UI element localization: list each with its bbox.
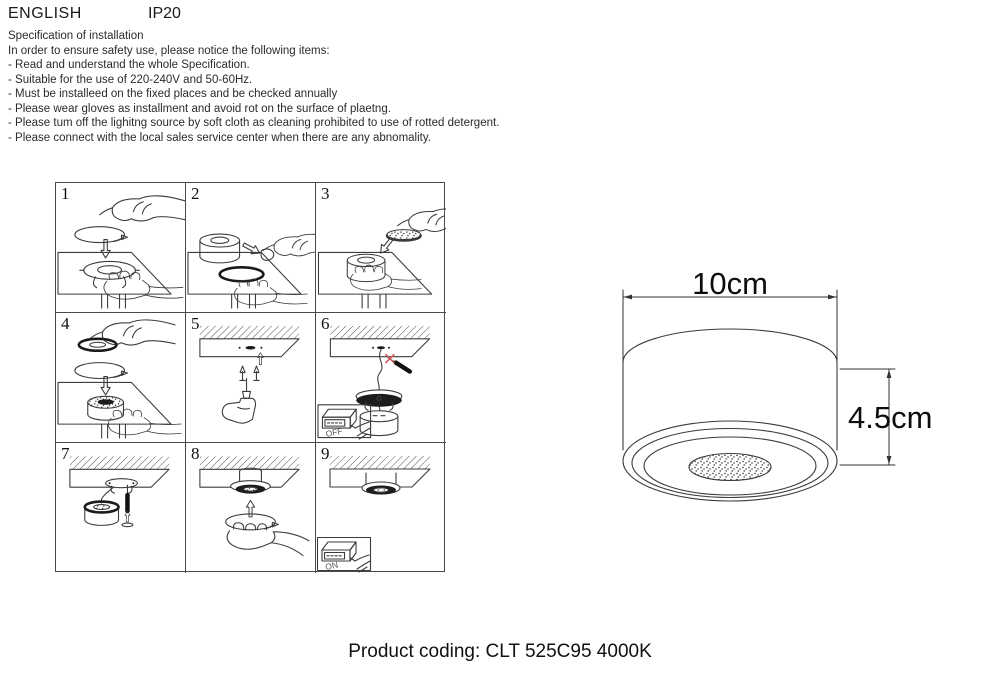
step-1-illustration [56, 183, 185, 312]
cylinder-icon [85, 502, 119, 526]
screw-hole [239, 347, 241, 349]
width-dimension-label: 10cm [692, 266, 768, 301]
spec-item: - Read and understand the whole Specification. [8, 59, 250, 71]
screw-hole [388, 347, 390, 349]
bracket-screw [132, 482, 134, 484]
screw-hole [260, 347, 262, 349]
step-3-illustration [316, 183, 446, 312]
hand-icon [234, 279, 307, 305]
step-2-illustration [186, 183, 315, 312]
screwdriver-icon [396, 363, 410, 372]
downlight-drawing [623, 329, 837, 501]
switch-off-label: OFF [324, 425, 344, 439]
spec-item: - Please wear gloves as installment and avoid rot on the surface of plaetng. [8, 102, 391, 115]
trim-ring-icon [75, 363, 128, 379]
spec-intro: In order to ensure safety use, please notice the following items: [8, 44, 330, 57]
installation-steps-grid [55, 182, 445, 572]
product-coding: Product coding: CLT 525C95 4000K [348, 641, 652, 662]
spec-item: - Please connect with the local sales service center when there are any abnomality. [8, 131, 431, 144]
cylinder-icon [88, 396, 124, 420]
step-number: 8 [191, 444, 200, 463]
hand-icon [263, 234, 315, 256]
specification-block [8, 29, 499, 145]
step-4-illustration [56, 313, 185, 442]
bracket-screw [109, 482, 111, 484]
cylinder-icon [347, 254, 385, 281]
ceiling-icon [200, 326, 299, 357]
step-number: 6 [321, 314, 330, 333]
cover-disc-center [90, 342, 106, 347]
table-icon [58, 382, 171, 438]
step-cell-8 [186, 443, 316, 573]
hand-icon [90, 320, 175, 345]
spec-title: Specification of installation [8, 30, 144, 42]
drill-icon [222, 378, 255, 423]
step-number: 2 [191, 184, 200, 203]
screw-hole [372, 347, 374, 349]
step-cell-3 [316, 183, 446, 313]
wire-hole [246, 346, 256, 350]
table-icon [58, 252, 171, 308]
arrow-down-icon [101, 377, 110, 395]
height-dimension-label: 4.5cm [848, 400, 933, 435]
step-cell-1 [56, 183, 186, 313]
product-dimension-diagram [598, 262, 948, 512]
step-cell-6 [316, 313, 446, 443]
step-8-illustration [186, 443, 315, 573]
step-number: 1 [61, 184, 70, 203]
switch-on-label: ON [324, 559, 339, 572]
hand-icon [100, 196, 185, 221]
step-number: 5 [191, 314, 200, 333]
trim-ring-icon [75, 227, 128, 243]
hand-icon [397, 209, 446, 232]
cylinder-icon [200, 234, 240, 263]
step-number: 4 [61, 314, 70, 333]
step-5-illustration [186, 313, 315, 442]
step-9-illustration [316, 443, 446, 573]
arrow-right-icon [241, 240, 261, 257]
screw-icon [240, 366, 245, 380]
ip-rating-label: IP20 [148, 5, 181, 22]
led-center-texture [374, 488, 389, 492]
arrow-up-icon [257, 353, 263, 365]
led-center-texture [244, 487, 258, 491]
cover-disc-icon [79, 339, 117, 351]
spec-item: - Must be installeed on the fixed places and be checked annually [8, 88, 338, 100]
step-cell-9 [316, 443, 446, 573]
hand-icon [104, 271, 183, 299]
step-7-illustration [56, 443, 185, 573]
wire-hole [377, 346, 385, 349]
step-6-illustration [316, 313, 446, 442]
step-cell-2 [186, 183, 316, 313]
step-number: 3 [321, 184, 330, 203]
dark-ring-icon [220, 267, 264, 281]
spec-item: - Please tum off the lighitng source by soft cloth as cleaning prohibited to use of rotted detergent. [8, 117, 500, 129]
spec-item: - Suitable for the use of 220-240V and 50-60Hz. [8, 73, 253, 86]
step-cell-7 [56, 443, 186, 573]
step-number: 7 [61, 444, 70, 463]
screw-icon [254, 366, 259, 380]
step-cell-4 [56, 313, 186, 443]
washer-icon [122, 523, 133, 527]
step-number: 9 [321, 444, 330, 463]
language-label: ENGLISH [8, 5, 82, 22]
step-cell-5 [186, 313, 316, 443]
red-x-icon [386, 355, 394, 363]
hand-icon [350, 265, 421, 290]
